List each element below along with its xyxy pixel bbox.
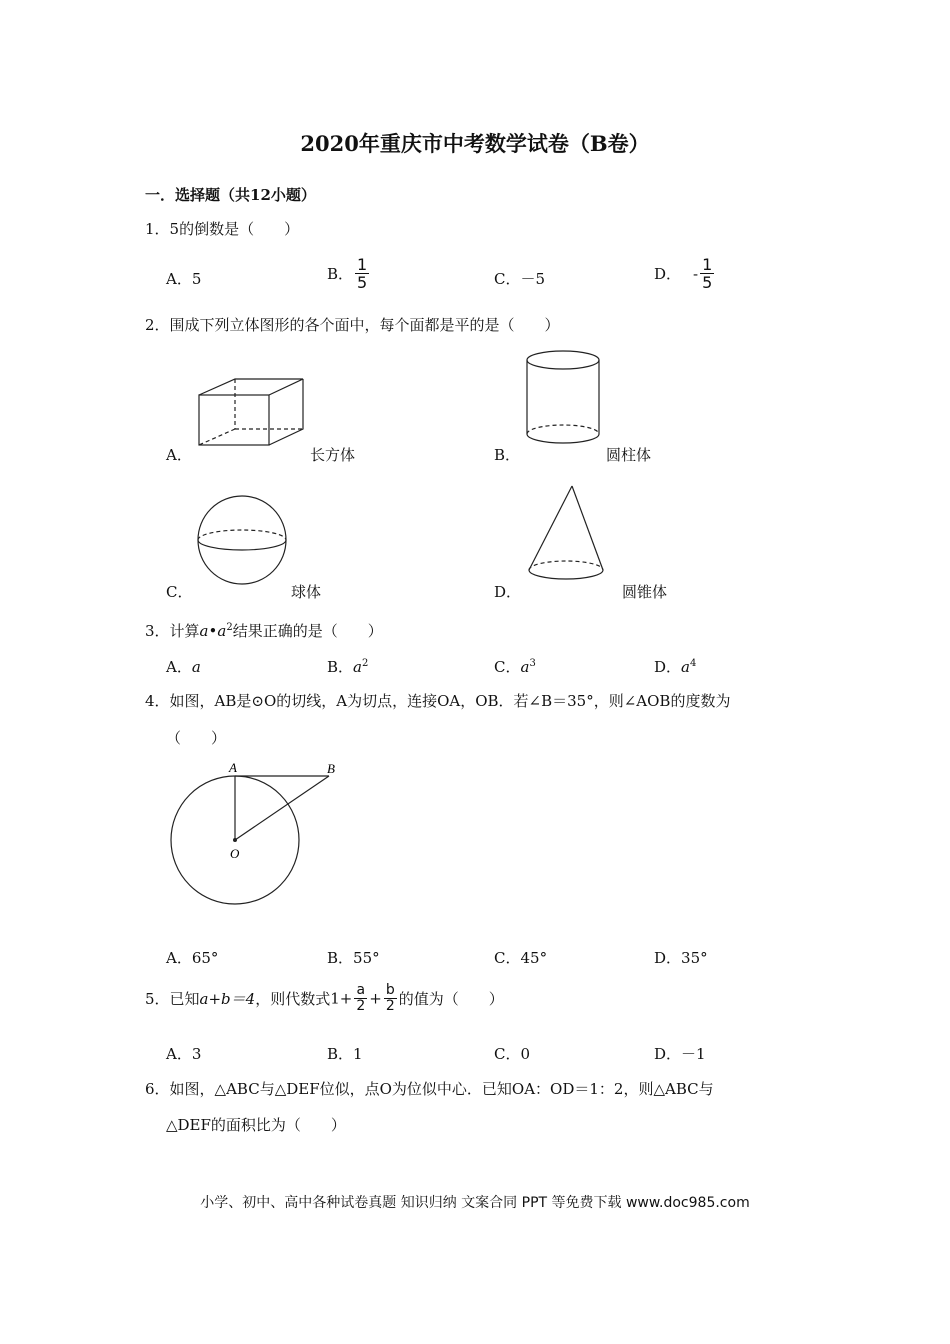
q4-option-a: A．65°: [166, 949, 219, 967]
q1-option-b: B． $\frac{1}{5}$: [327, 255, 368, 292]
question-6-stem: 6．如图，△ABC与△DEF位似，点O为位似中心．已知OA：OD＝1：2，则△ABC与: [145, 1080, 714, 1098]
q2-option-c-caption: 球体: [291, 583, 322, 601]
q2-option-d-caption: 圆锥体: [622, 583, 668, 601]
question-5-stem: 5．已知a+b＝4，则代数式1+ $\frac{a}{2}$ + $\frac{b}{2}$ 的值为（ ）: [145, 982, 504, 1014]
q5-option-b: B．1: [327, 1045, 363, 1063]
section-heading: 一．选择题（共12小题）: [145, 186, 316, 204]
sphere-figure: [196, 494, 291, 589]
q2-option-c-label: C．: [166, 583, 193, 601]
point-o-label: O: [230, 846, 240, 861]
q1-option-a: A．5: [166, 270, 202, 288]
q2-option-b-caption: 圆柱体: [606, 446, 652, 464]
cone-figure: [527, 484, 607, 589]
tangent-circle-figure: [165, 758, 345, 913]
question-1-stem: 1．5的倒数是（ ）: [145, 220, 300, 238]
q3-option-d: D．$a^4$: [654, 658, 697, 676]
q4-option-d: D．35°: [654, 949, 708, 967]
point-b-label: B: [327, 761, 335, 776]
q5-option-c: C．0: [494, 1045, 531, 1063]
q1-option-c: C．－5: [494, 270, 546, 288]
page-title: 2020年重庆市中考数学试卷（B卷）: [300, 131, 650, 156]
question-4-stem-cont: （ ）: [166, 729, 227, 747]
q4-option-c: C．45°: [494, 949, 548, 967]
fraction-a-over-2: $\frac{a}{2}$: [356, 982, 366, 1014]
cylinder-figure: [525, 350, 605, 450]
fraction-b-over-2: $\frac{b}{2}$: [385, 982, 395, 1014]
question-6-stem-cont: △DEF的面积比为（ ）: [166, 1116, 346, 1134]
q5-option-a: A．3: [166, 1045, 202, 1063]
q3-option-c: C．$a^3$: [494, 658, 536, 676]
q2-option-b-label: B．: [494, 446, 521, 464]
q1-option-d: D． - $\frac{1}{5}$: [654, 255, 713, 292]
q2-option-a-caption: 长方体: [310, 446, 356, 464]
q3-option-b: B．$a^2$: [327, 658, 369, 676]
fraction-one-fifth: $\frac{1}{5}$: [357, 255, 368, 292]
q5-option-d: D．－1: [654, 1045, 706, 1063]
question-2-stem: 2．围成下列立体图形的各个面中，每个面都是平的是（ ）: [145, 316, 560, 334]
q2-option-a-label: A．: [166, 446, 192, 464]
fraction-neg-one-fifth: $\frac{1}{5}$: [702, 255, 713, 292]
point-a-label: A: [229, 760, 237, 775]
q4-option-b: B．55°: [327, 949, 380, 967]
q2-option-d-label: D．: [494, 583, 522, 601]
footer-watermark: 小学、初中、高中各种试卷真题 知识归纳 文案合同 PPT 等免费下载 www.doc985.com: [200, 1195, 750, 1211]
question-4-stem: 4．如图，AB是⊙O的切线，A为切点，连接OA，OB．若∠B＝35°，则∠AOB的度数为: [145, 692, 731, 710]
q3-option-a: A．a: [166, 658, 201, 676]
question-3-stem: 3．计算$a•a^2$结果正确的是（ ）: [145, 622, 383, 640]
cuboid-figure: [195, 375, 310, 450]
